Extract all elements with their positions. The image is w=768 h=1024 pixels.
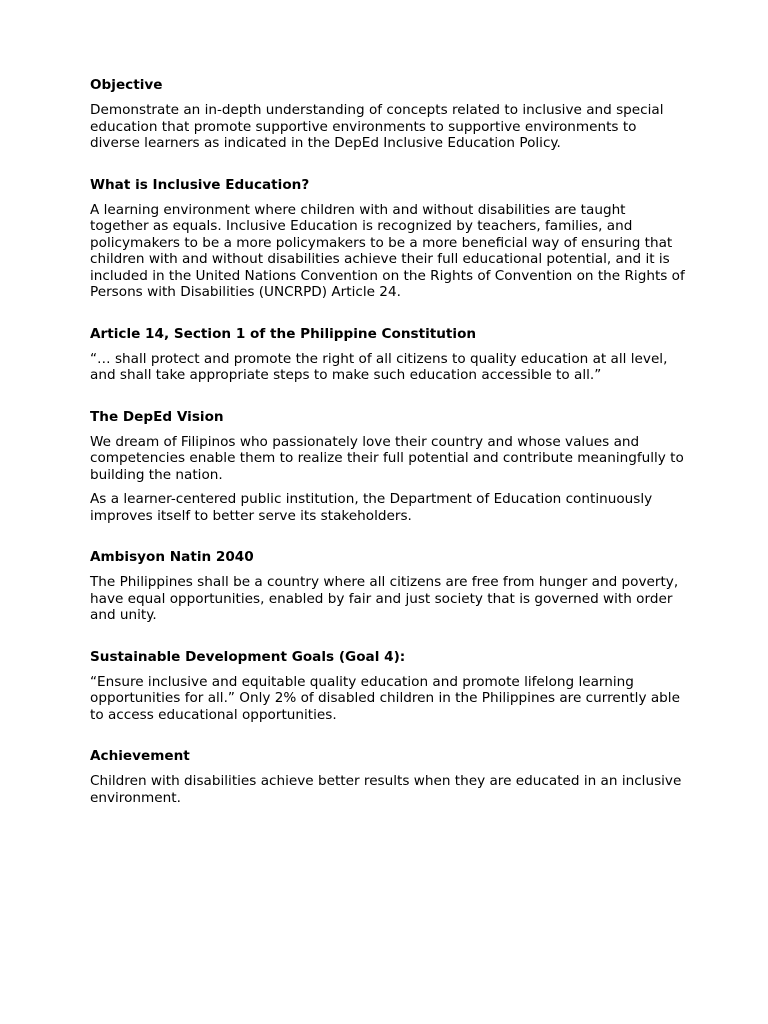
section-heading: Article 14, Section 1 of the Philippine Constitution bbox=[90, 325, 477, 342]
section-paragraph: The Philippines shall be a country where all citizens are free from hunger and poverty, have equal opportunities, enabled by fair and just society that is governed with order and unity. bbox=[90, 574, 679, 623]
section-constitution bbox=[90, 326, 688, 384]
section-inclusive-education bbox=[90, 177, 688, 301]
section-paragraph: Demonstrate an in-depth understanding of concepts related to inclusive and special education that promote supportive environments to supportive environments to diverse learners as indicated in the DepEd Inclusive Education Policy. bbox=[90, 102, 664, 151]
section-objective bbox=[90, 77, 688, 152]
section-heading: What is Inclusive Education? bbox=[90, 176, 310, 193]
section-heading: Objective bbox=[90, 77, 163, 93]
section-ambisyon bbox=[90, 549, 688, 624]
section-heading: Achievement bbox=[90, 748, 190, 764]
section-paragraph: Children with disabilities achieve better results when they are educated in an inclusive environment. bbox=[90, 773, 682, 806]
section-paragraph: A learning environment where children with and without disabilities are taught together as equals. Inclusive Education is recognized by teachers, families, and policymakers to be a more policymakers to be a more beneficial way of ensuring that children with and without disabilities achieve their full educational potential, and it is included in the United Nations Convention on the Rights of Convention on the Rights of Persons with Disabilities (UNCRPD) Article 24. bbox=[90, 201, 685, 300]
section-sdg bbox=[90, 649, 688, 724]
section-deped-vision bbox=[90, 409, 688, 525]
section-paragraph: We dream of Filipinos who passionately love their country and whose values and competencies enable them to realize their full potential and contribute meaningfully to building the nation. bbox=[90, 433, 684, 483]
section-paragraph: As a learner-centered public institution, the Department of Education continuously improves itself to better serve its stakeholders. bbox=[90, 491, 653, 524]
section-paragraph: “Ensure inclusive and equitable quality education and promote lifelong learning opportunities for all.” Only 2% of disabled children in the Philippines are currently able to access educational opportunities. bbox=[90, 673, 680, 723]
section-heading: Sustainable Development Goals (Goal 4): bbox=[90, 648, 406, 665]
section-heading: The DepEd Vision bbox=[90, 408, 224, 425]
section-paragraph: “… shall protect and promote the right of all citizens to quality education at all level, and shall take appropriate steps to make such education accessible to all.” bbox=[90, 350, 668, 383]
section-heading: Ambisyon Natin 2040 bbox=[90, 549, 254, 565]
section-achievement bbox=[90, 748, 688, 806]
